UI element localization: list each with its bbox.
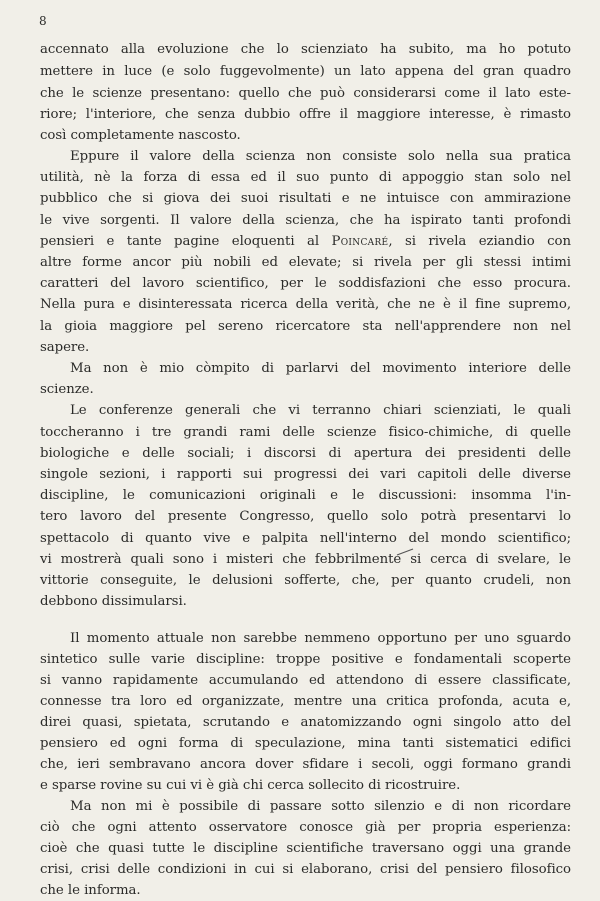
text-segment: , si rivela eziandio con <box>388 234 571 249</box>
text-line: sapere. <box>40 340 90 355</box>
text-line: utilità, nè la forza di essa ed il suo punto di appoggio stan solo nel <box>40 170 571 185</box>
text-line: scienze. <box>40 382 94 397</box>
text-line: così completamente nascosto. <box>40 128 241 143</box>
text-line: accennato alla evoluzione che lo scienziato ha subito, ma ho potuto <box>40 42 571 57</box>
text-line: Ma non è mio còmpito di parlarvi del movimento interiore delle <box>70 361 571 376</box>
text-line: connesse tra loro ed organizzate, mentre una critica profonda, acuta e, <box>40 694 571 709</box>
text-line: Il momento attuale non sarebbe nemmeno opportuno per uno sguardo <box>70 631 571 646</box>
text-line: biologiche e delle sociali; i discorsi di apertura dei presidenti delle <box>40 446 571 461</box>
text-line: pubblico che si giova dei suoi risultati e ne intuisce con ammirazione <box>40 191 571 206</box>
text-line: Nella pura e disinteressata ricerca della verità, che ne è il fine supremo, <box>40 297 571 312</box>
text-line: Ma non mi è possibile di passare sotto silenzio e di non ricordare <box>70 799 571 814</box>
text-line: sintetico sulle varie discipline: troppe positive e fondamentali scoperte <box>40 652 571 667</box>
text-segment: pensieri e tante pagine eloquenti al <box>40 234 320 249</box>
author-name: Poincaré <box>331 234 389 249</box>
text-line: toccheranno i tre grandi rami delle scienze fisico-chimiche, di quelle <box>40 425 571 440</box>
text-line: discipline, le comunicazioni originali e le discussioni: insomma l'in- <box>40 488 571 503</box>
text-line: singole sezioni, i rapporti sui progressi dei vari capitoli delle diverse <box>40 467 571 482</box>
text-line: vittorie conseguite, le delusioni sofferte, che, per quanto crudeli, non <box>40 573 571 588</box>
page-number: 8 <box>39 14 47 28</box>
text-line: pensiero ed ogni forma di speculazione, mina tanti sistematici edifici <box>40 736 571 751</box>
text-line: che, ieri sembravano ancora dover sfidare i secoli, oggi formano grandi <box>40 757 571 772</box>
text-line: spettacolo di quanto vive e palpita nell'interno del mondo scientifico; <box>40 531 571 546</box>
text-line: la gioia maggiore pel sereno ricercatore sta nell'apprendere non nel <box>40 319 571 334</box>
text-line: Eppure il valore della scienza non consiste solo nella sua pratica <box>70 149 571 164</box>
text-line: e sparse rovine su cui vi è già chi cerca sollecito di ricostruire. <box>40 778 461 793</box>
text-line: mettere in luce (e solo fuggevolmente) un lato appena del gran quadro <box>40 64 571 79</box>
text-line: si vanno rapidamente accumulando ed attendono di essere classificate, <box>40 673 571 688</box>
text-line: cioè che quasi tutte le discipline scientifiche traversano oggi una grande <box>40 841 571 856</box>
text-line: caratteri del lavoro scientifico, per le soddisfazioni che esso procura. <box>40 276 571 291</box>
text-line: direi quasi, spietata, scrutando e anatomizzando ogni singolo atto del <box>40 715 571 730</box>
text-line: che le scienze presentano: quello che può considerarsi come il lato este- <box>40 86 571 101</box>
text-line: crisi, crisi delle condizioni in cui si elaborano, crisi del pensiero filosofico <box>40 862 571 877</box>
text-line: altre forme ancor più nobili ed elevate; si rivela per gli stessi intimi <box>40 255 571 270</box>
text-line: le vive sorgenti. Il valore della scienza, che ha ispirato tanti profondi <box>40 213 571 228</box>
text-line: Le conferenze generali che vi terranno chiari scienziati, le quali <box>70 403 571 418</box>
text-line <box>40 232 571 252</box>
text-line: che le informa. <box>40 883 141 898</box>
text-line: riore; l'interiore, che senza dubbio offre il maggiore interesse, è rimasto <box>40 107 571 122</box>
text-line: tero lavoro del presente Congresso, quello solo potrà presentarvi lo <box>40 509 571 524</box>
pencil-mark <box>396 548 414 556</box>
text-line: debbono dissimularsi. <box>40 594 187 609</box>
text-line: ciò che ogni attento osservatore conosce già per propria esperienza: <box>40 820 571 835</box>
text-line: vi mostrerà quali sono i misteri che febbrilmente si cerca di svelare, le <box>40 552 571 567</box>
